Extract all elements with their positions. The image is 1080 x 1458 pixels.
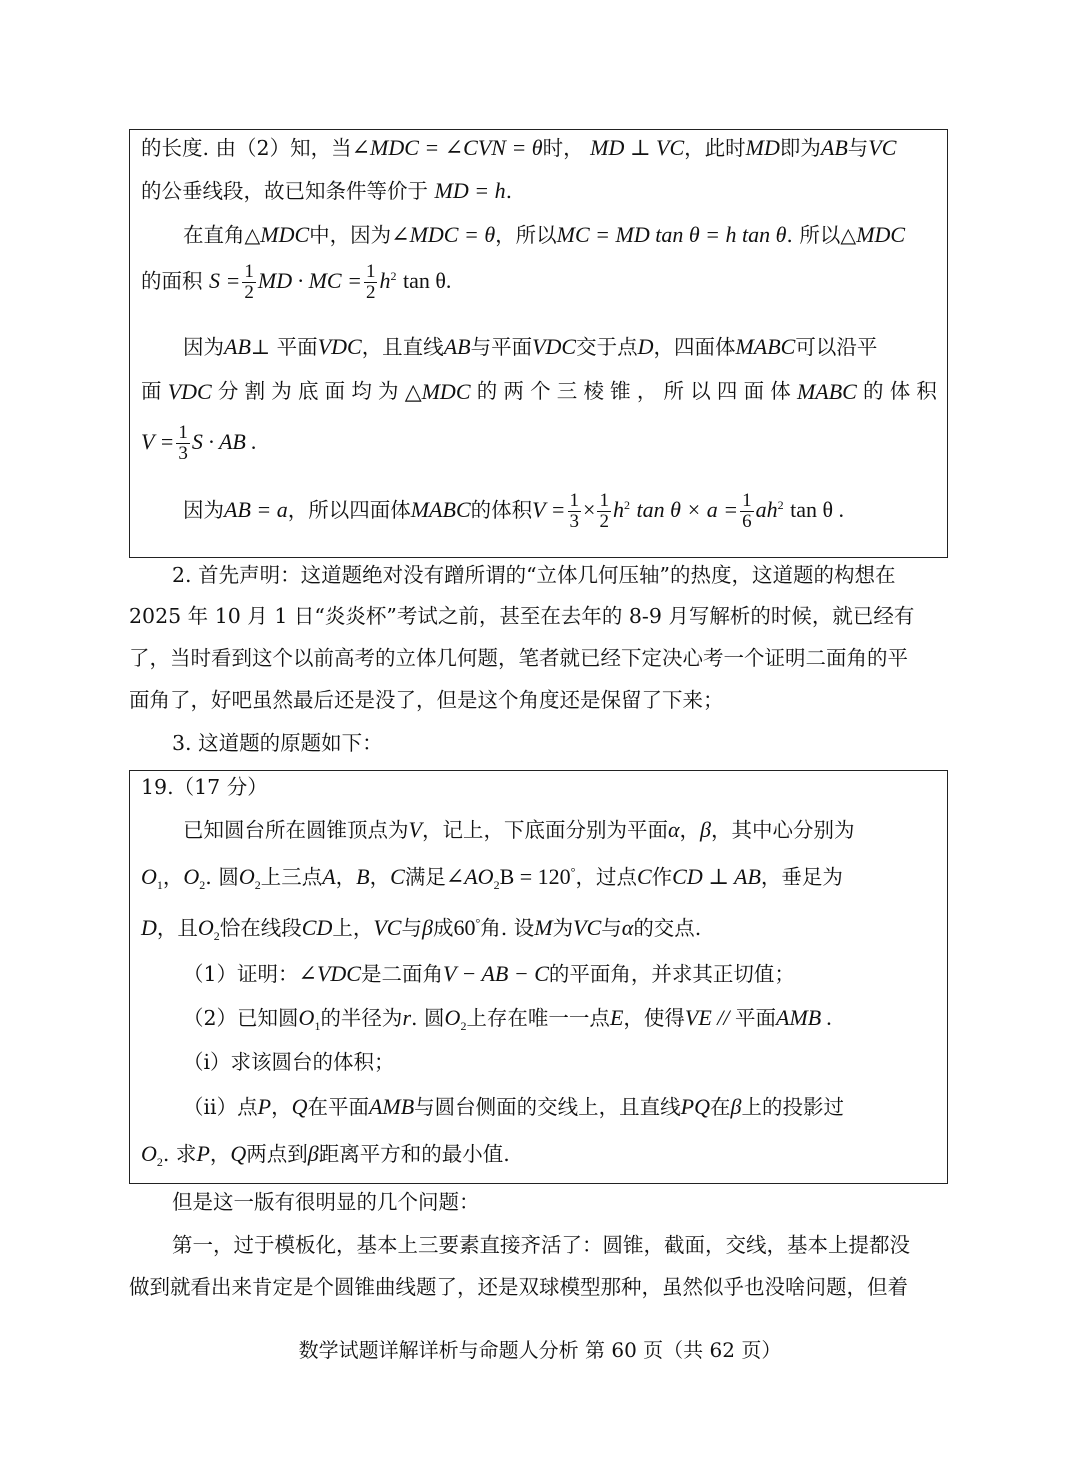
box1-line-5: 因为AB⊥ 平面VDC，且直线AB与平面VDC交于点D，四面体MABC可以沿平 <box>183 334 878 359</box>
line6-token: 两 <box>503 379 524 403</box>
fraction-one-third: $\frac{1}{3}$ <box>569 490 580 532</box>
box1-line-1: 的长度. 由（2）知，当∠MDC = ∠CVN = θ时， MD ⊥ VC，此时MD即为AB与VC <box>141 135 897 160</box>
fraction-one-half: $\frac{1}{2}$ <box>365 261 376 303</box>
line6-token: 体 <box>770 379 791 403</box>
line6-token: 分 <box>217 379 239 403</box>
para2-line-3: 了，当时看到这个以前高考的立体几何题，笔者就已经下定决心考一个证明二面角的平 <box>129 646 908 670</box>
para2-line-2: 2025 年 10 月 1 日“炎炎杯”考试之前，甚至在去年的 8-9 月写解析的时候，就已经有 <box>129 604 915 628</box>
line6-token: 均 <box>351 379 372 403</box>
line6-token: 底 <box>297 379 319 403</box>
problem-line-1: 已知圆台所在圆锥顶点为V，记上，下底面分别为平面α，β，其中心分别为 <box>183 817 855 842</box>
para4-line-3: 做到就看出来肯定是个圆锥曲线题了，还是双球模型那种，虽然似乎也没啥问题，但着 <box>129 1275 908 1299</box>
box1-line-7: V = $\frac{1}{3}$ S · AB . <box>141 422 257 464</box>
page-footer: 数学试题详解详析与命题人分析 第 60 页（共 62 页） <box>298 1338 782 1362</box>
fraction-one-sixth: $\frac{1}{6}$ <box>742 490 752 532</box>
line6-token: 面 <box>141 379 162 403</box>
line6-token: 个 <box>530 379 551 403</box>
problem-part-2-ii-cont: $O_2$. 求P，Q两点到β距离平方和的最小值. <box>141 1141 510 1170</box>
line6-token: 所 <box>663 379 684 403</box>
para3-line-1: 3. 这道题的原题如下： <box>172 731 383 755</box>
line6-token: 三 <box>556 379 578 403</box>
problem-part-1: （1）证明：∠VDC是二面角V − AB − C的平面角，并求其正切值； <box>183 961 795 986</box>
line6-token: 四 <box>716 379 738 403</box>
problem-heading: 19.（17 分） <box>141 775 268 799</box>
problem-part-2-i: （i）求该圆台的体积； <box>183 1050 395 1074</box>
fraction-one-half: $\frac{1}{2}$ <box>244 261 254 303</box>
box1-line-8: 因为AB = a，所以四面体MABC的体积V = $\frac{1}{3}$ × $\frac{1}{2}$ $h^2$ tan θ × a = $\frac{1}{6}$ $ah^2$ tan θ . <box>183 490 845 532</box>
para2-line-1: 2. 首先声明：这道题绝对没有蹭所谓的“立体几何压轴”的热度，这道题的构想在 <box>172 563 896 587</box>
line6-token: VDC <box>167 379 212 404</box>
line6-token: 的 <box>863 379 884 403</box>
line6-token: 棱 <box>583 379 604 403</box>
fraction-one-third: $\frac{1}{3}$ <box>178 422 188 464</box>
problem-part-2-ii: （ii）点P，Q在平面AMB与圆台侧面的交线上，且直线PQ在β上的投影过 <box>183 1094 844 1119</box>
line6-token: 以 <box>690 379 711 403</box>
para2-line-4: 面角了，好吧虽然最后还是没了，但是这个角度还是保留了下来； <box>129 688 724 712</box>
line6-token: △MDC <box>404 379 471 404</box>
line6-token: 积 <box>916 379 937 403</box>
line6-token: MABC <box>796 379 857 404</box>
para4-line-1: 但是这一版有很明显的几个问题： <box>172 1190 480 1214</box>
box1-line-2: 的公垂线段，故已知条件等价于 MD = h. <box>141 178 513 203</box>
line6-token: 为 <box>271 379 292 403</box>
box1-line-6 <box>141 381 937 403</box>
line6-token: 面 <box>743 379 765 403</box>
problem-part-2: （2）已知圆$O_1$的半径为r. 圆$O_2$上存在唯一一点E，使得VE // 平面AMB . <box>183 1005 833 1034</box>
line6-token: 的 <box>476 379 498 403</box>
problem-line-3: D，且$O_2$恰在线段CD上，VC与β成60°角. 设M为VC与α的交点. <box>141 915 702 944</box>
line6-token: 割 <box>244 379 266 403</box>
box1-line-3: 在直角△MDC中，因为∠MDC = θ，所以MC = MD tan θ = h tan θ. 所以△MDC <box>183 222 906 247</box>
line6-token: 锥 <box>610 379 631 403</box>
line6-token: ， <box>636 379 658 403</box>
para4-line-2: 第一，过于模板化，基本上三要素直接齐活了：圆锥，截面，交线，基本上提都没 <box>172 1233 910 1257</box>
fraction-one-half: $\frac{1}{2}$ <box>599 490 609 532</box>
line6-token: 面 <box>324 379 346 403</box>
line6-token: 体 <box>889 379 911 403</box>
box1-line-4: 的面积 S = $\frac{1}{2}$ MD · MC = $\frac{1}{2}$ $h^2$ tan θ. <box>141 261 452 303</box>
line6-token: 为 <box>378 379 399 403</box>
problem-line-2: $O_1$，$O_2$. 圆$O_2$上三点A，B，C满足$\angle AO_2B = 120^\circ$，过点C作CD ⊥ AB，垂足为 <box>141 864 843 893</box>
